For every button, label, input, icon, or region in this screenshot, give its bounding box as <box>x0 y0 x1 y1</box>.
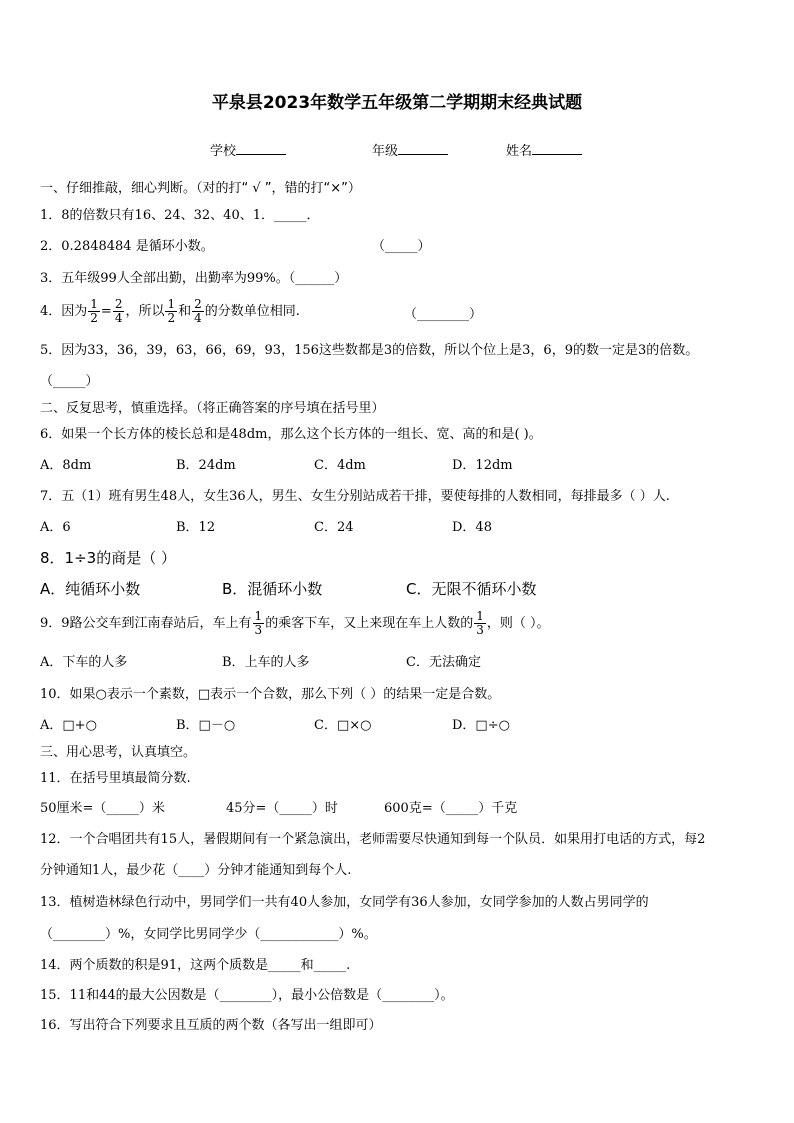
fraction-denominator: 3 <box>476 623 484 637</box>
q10-option-b: B．□－○ <box>176 718 236 733</box>
fraction-numerator: 2 <box>194 297 202 311</box>
q6-option-a: A．8dm <box>40 458 92 473</box>
question-16: 16．写出符合下列要求且互质的两个数（各写出一组即可） <box>40 1018 382 1033</box>
question-9-text-a: 9．9路公交车到江南春站后，车上有 <box>40 616 252 631</box>
question-9 <box>40 610 549 637</box>
fraction-denominator: 4 <box>194 311 202 325</box>
question-10: 10．如果○表示一个素数，□表示一个合数，那么下列（ ）的结果一定是合数。 <box>40 687 501 702</box>
section-3-heading: 三、用心思考，认真填空。 <box>40 745 197 760</box>
q9-option-c: C．无法确定 <box>406 655 481 670</box>
question-4-text-d: 的分数单位相同. <box>204 304 300 319</box>
question-13-line-2: （________）%，女同学比男同学少（____________）%。 <box>40 927 377 942</box>
school-label: 学校 <box>210 144 237 159</box>
fraction-numerator: 1 <box>167 297 176 311</box>
q6-option-d: D．12dm <box>452 458 513 473</box>
fraction-denominator: 2 <box>90 311 98 325</box>
question-11: 11．在括号里填最简分数. <box>40 771 191 786</box>
question-12-line-1: 12．一个合唱团共有15人，暑假期间有一个紧急演出，老师需要尽快通知到每一个队员．如果用打电话的方式，每2 <box>40 832 706 847</box>
q8-option-c: C．无限不循环小数 <box>406 580 537 598</box>
q8-option-b: B．混循环小数 <box>222 580 323 598</box>
name-label: 姓名 <box>506 144 533 159</box>
fraction-numerator: 1 <box>254 609 263 623</box>
q8-option-a: A．纯循环小数 <box>40 580 141 598</box>
question-2: 2．0.2848484 是循环小数。 <box>40 239 214 254</box>
q6-option-b: B．24dm <box>176 458 236 473</box>
q11-item-2: 45分=（_____）时 <box>226 801 338 816</box>
school-field <box>210 140 286 159</box>
question-9-text-c: ，则（ ）。 <box>486 616 550 631</box>
fraction-1-2 <box>165 298 177 325</box>
fraction-denominator: 4 <box>114 311 123 325</box>
question-4-text-c: 和 <box>178 304 192 319</box>
fraction-1-2 <box>88 298 100 325</box>
question-3: 3．五年级99人全部出勤，出勤率为99%。（______） <box>40 271 348 286</box>
fraction-numerator: 2 <box>114 297 123 311</box>
q7-option-d: D．48 <box>452 520 492 535</box>
fraction-numerator: 1 <box>476 609 484 623</box>
grade-field <box>372 140 448 159</box>
question-15: 15．11和44的最大公因数是（________），最小公倍数是（________）。 <box>40 988 454 1003</box>
question-9-text-b: 的乘客下车，又上来现在车上人数的 <box>265 616 474 631</box>
grade-label: 年级 <box>372 144 399 159</box>
q7-option-c: C．24 <box>314 520 354 535</box>
name-field <box>506 140 582 159</box>
question-5: 5．因为33，36，39，63，66，69，93，156这些数都是3的倍数，所以个位上是3，6，9的数一定是3的倍数。 <box>40 343 699 358</box>
fraction-denominator: 2 <box>167 311 176 325</box>
question-6: 6．如果一个长方体的棱长总和是48dm，那么这个长方体的一组长、宽、高的和是( )。 <box>40 427 542 442</box>
q10-option-a: A．□+○ <box>40 718 97 733</box>
page-title: 平泉县2023年数学五年级第二学期期末经典试题 <box>211 93 583 113</box>
question-12-line-2: 分钟通知1人，最少花（____）分钟才能通知到每个人. <box>40 863 352 878</box>
fraction-1-3 <box>253 610 265 637</box>
q9-option-a: A．下车的人多 <box>40 655 128 670</box>
q10-option-d: D．□÷○ <box>452 718 510 733</box>
q11-item-3: 600克=（_____）千克 <box>384 801 518 816</box>
q6-option-c: C．4dm <box>314 458 366 473</box>
q10-option-c: C．□×○ <box>314 718 372 733</box>
name-blank <box>532 141 582 155</box>
fraction-2-4 <box>113 298 125 325</box>
question-8: 8．1÷3的商是（ ） <box>40 549 176 567</box>
question-2-paren: （_____） <box>372 239 431 254</box>
fraction-denominator: 3 <box>254 623 263 637</box>
section-1-heading: 一、仔细推敲，细心判断。（对的打“ √ ”，错的打“×”） <box>40 181 361 196</box>
fraction-numerator: 1 <box>90 297 98 311</box>
q11-item-1: 50厘米=（_____）米 <box>40 801 165 816</box>
q9-option-b: B．上车的人多 <box>222 655 310 670</box>
question-5-paren: （_____） <box>40 374 99 389</box>
question-14: 14．两个质数的积是91，这两个质数是_____和_____. <box>40 958 351 973</box>
question-4-equals: = <box>100 304 112 319</box>
question-4-text-b: ，所以 <box>125 304 165 319</box>
q7-option-b: B．12 <box>176 520 216 535</box>
fraction-1-3 <box>474 610 486 637</box>
question-4-paren: （________） <box>404 307 483 322</box>
school-blank <box>236 141 286 155</box>
q7-option-a: A．6 <box>40 520 71 535</box>
grade-blank <box>398 141 448 155</box>
section-2-heading: 二、反复思考，慎重选择。（将正确答案的序号填在括号里） <box>40 401 385 416</box>
question-1: 1．8的倍数只有16、24、32、40、1．_____． <box>40 208 320 223</box>
question-4 <box>40 298 300 325</box>
question-7: 7．五（1）班有男生48人，女生36人，男生、女生分别站成若干排，要使每排的人数相同，每排最多（ ）人. <box>40 489 670 504</box>
question-4-text-a: 4．因为 <box>40 304 88 319</box>
fraction-2-4 <box>192 298 204 325</box>
question-13-line-1: 13．植树造林绿色行动中，男同学们一共有40人参加，女同学有36人参加，女同学参加的人数占男同学的 <box>40 895 649 910</box>
